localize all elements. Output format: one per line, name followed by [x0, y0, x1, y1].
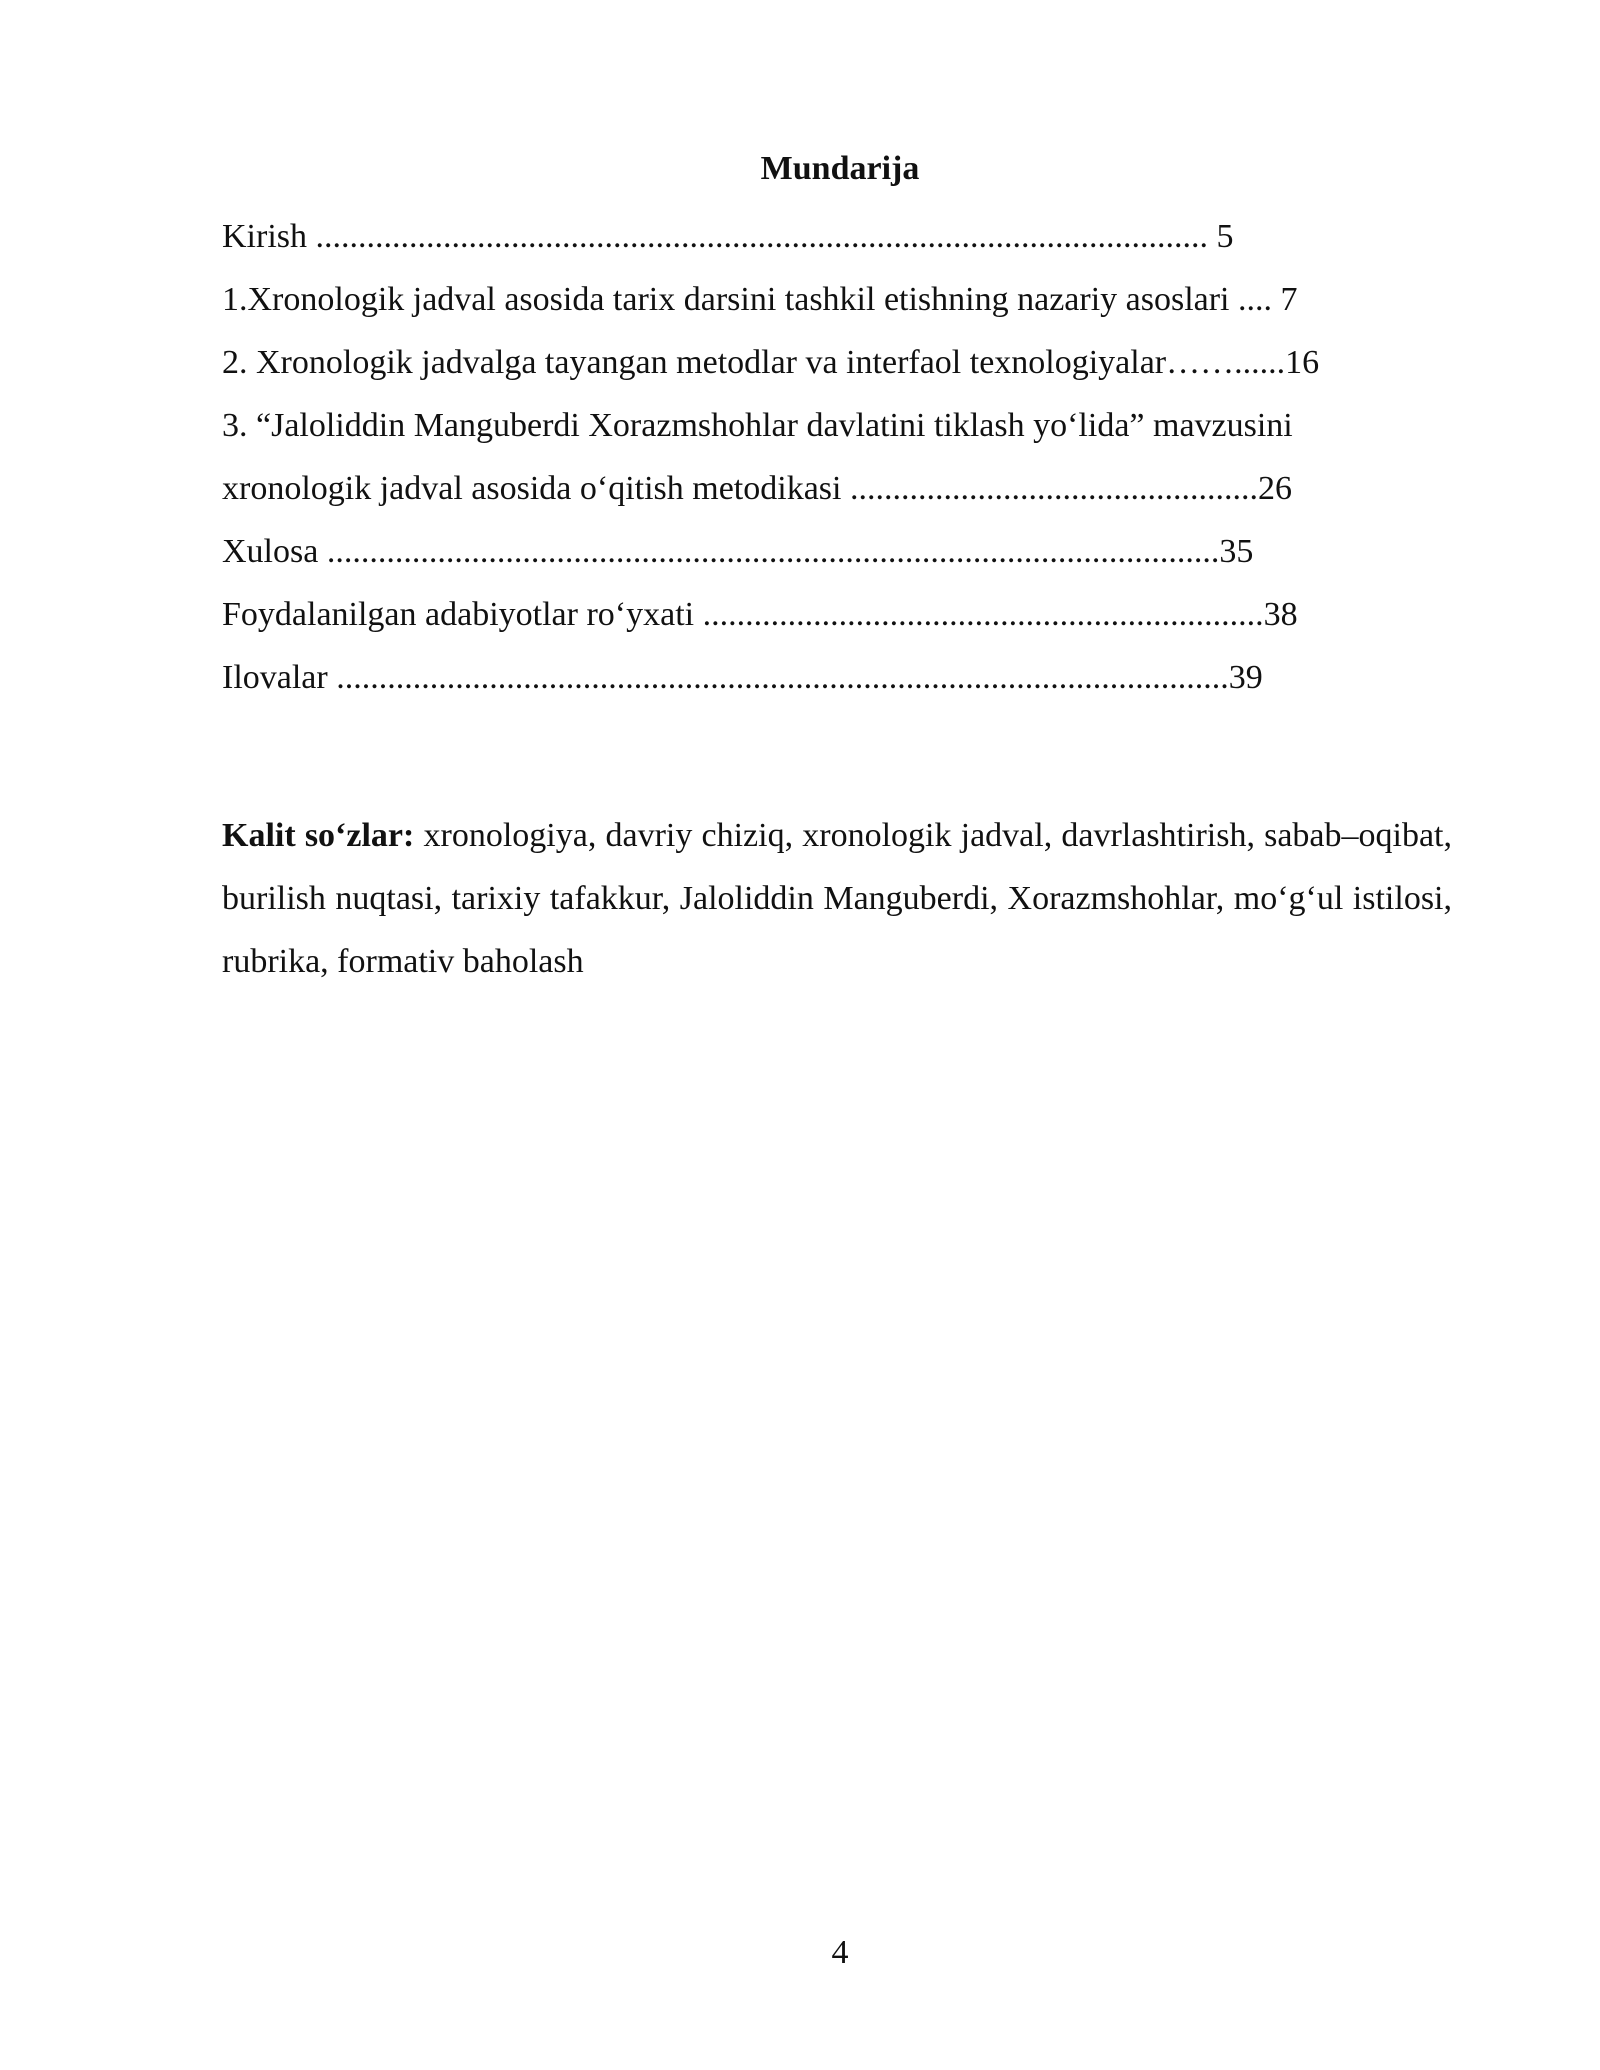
- keywords-label: Kalit so‘zlar:: [222, 817, 415, 854]
- page-title: Mundarija: [760, 150, 920, 187]
- toc-entry[interactable]: 3. “Jaloliddin Manguberdi Xorazmshohlar davlatini tiklash yo‘lida” mavzusini: [222, 407, 1293, 444]
- keywords-text: xronologiya, davriy chiziq, xronologik jadval, davrlashtirish, sabab–oqibat, burilish nuqtasi, tarixiy tafakkur, Jaloliddin Manguberdi, Xorazmshohlar, mo‘g‘ul istilosi, rubrika, formativ baholash: [222, 817, 1453, 980]
- keywords-paragraph: [222, 804, 1452, 993]
- toc-entry[interactable]: Xulosa .........................................................................................................35: [222, 533, 1254, 570]
- toc-entry[interactable]: xronologik jadval asosida o‘qitish metodikasi ................................................26: [222, 470, 1292, 507]
- table-of-contents: [222, 205, 1472, 709]
- toc-entry[interactable]: 2. Xronologik jadvalga tayangan metodlar va interfaol texnologiyalar……......16: [222, 344, 1320, 381]
- toc-entry[interactable]: 1.Xronologik jadval asosida tarix darsini tashkil etishning nazariy asoslari .... 7: [222, 281, 1298, 318]
- toc-entry[interactable]: Kirish ......................................................................................................... 5: [222, 218, 1234, 255]
- toc-entry[interactable]: Foydalanilgan adabiyotlar ro‘yxati ..................................................................38: [222, 596, 1298, 633]
- page-number: 4: [831, 1934, 849, 1971]
- toc-entry[interactable]: Ilovalar .........................................................................................................39: [222, 659, 1263, 696]
